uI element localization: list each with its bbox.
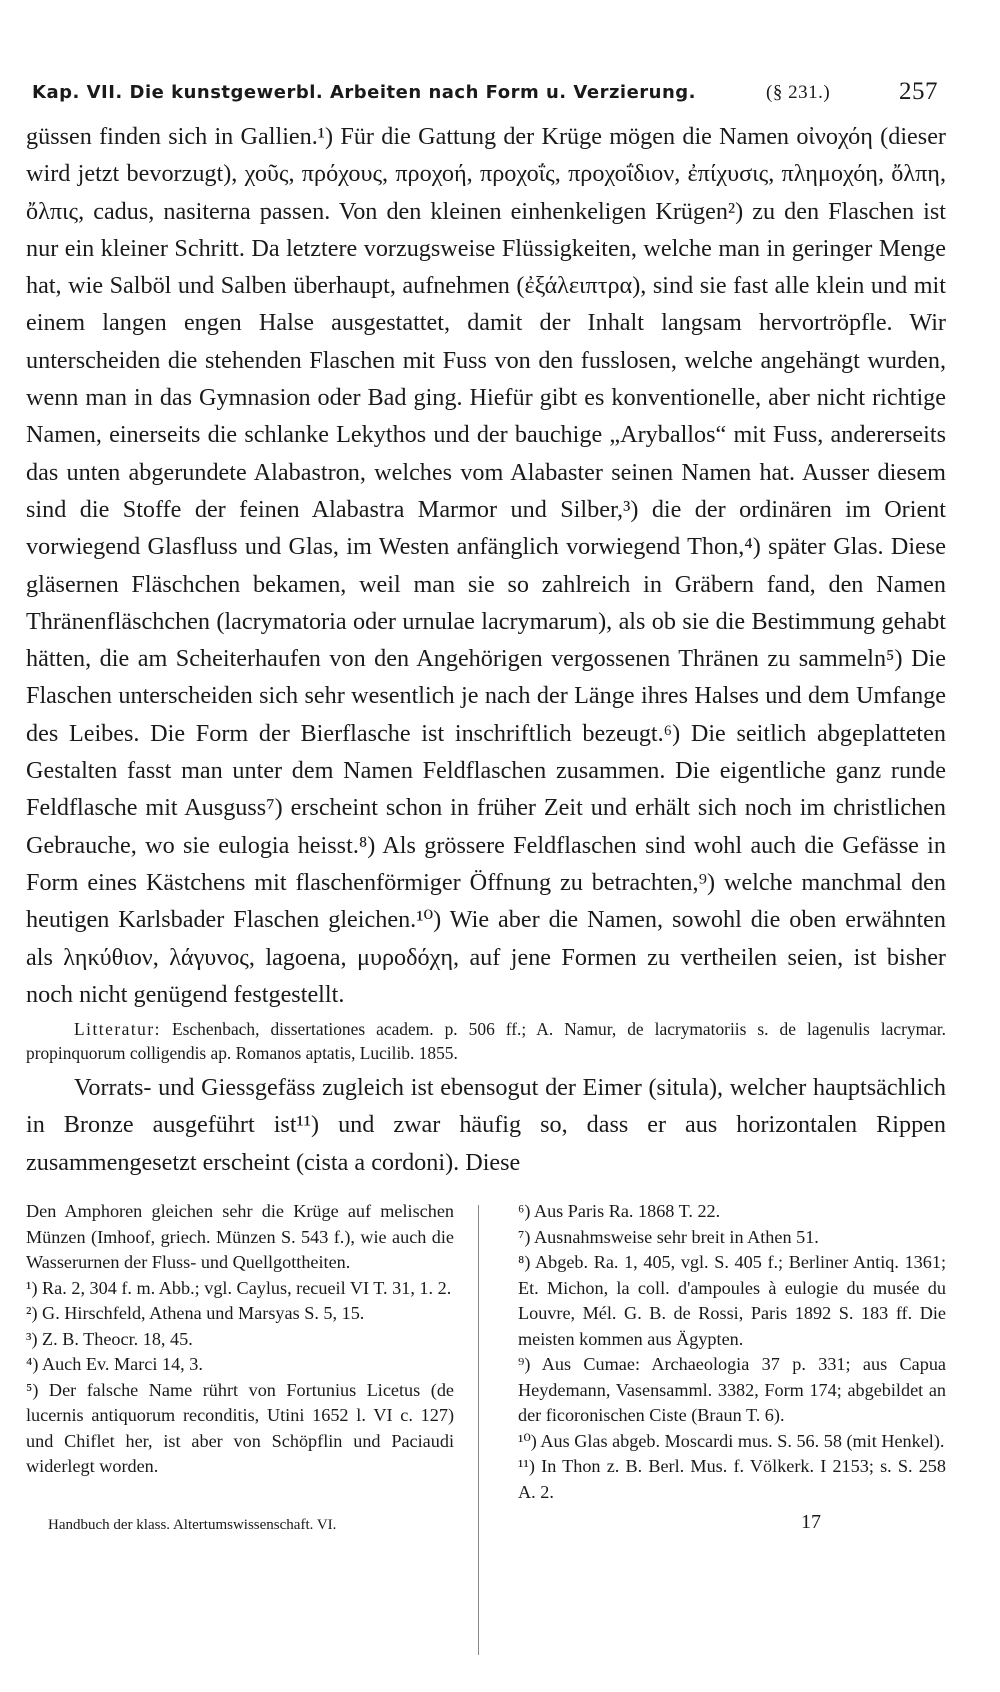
chapter-title: Kap. VII. Die kunstgewerbl. Arbeiten nach Form u. Verzierung.: [32, 82, 697, 103]
footnote: ²) G. Hirschfeld, Athena und Marsyas S. 5, 15.: [26, 1303, 365, 1324]
footnotes: [26, 1199, 946, 1505]
book-title: Handbuch der klass. Altertumswissenschaft. VI.: [48, 1517, 337, 1534]
footnote: Den Amphoren gleichen sehr die Krüge auf melischen Münzen (Imhoof, griech. Münzen S. 543 f.), wie auch die Wasserurnen der Fluss- und Quellgottheiten.: [26, 1201, 454, 1273]
running-header: [26, 74, 946, 118]
footnote: ¹⁰) Aus Glas abgeb. Moscardi mus. S. 56. 58 (mit Henkel).: [518, 1430, 945, 1451]
literature-label: Litteratur:: [74, 1019, 161, 1040]
second-paragraph: Vorrats- und Giessgefäss zugleich ist ebensogut der Eimer (situla), welcher hauptsächlich in Bronze ausgeführt ist¹¹) und zwar häufig so, dass er aus horizontalen Rippen zusammengesetzt erscheint (cista a cordoni). Diese: [26, 1074, 946, 1176]
page-number: 257: [899, 78, 938, 105]
section-number: (§ 231.): [766, 82, 831, 103]
footnote: ³) Z. B. Theocr. 18, 45.: [26, 1328, 193, 1349]
footnotes-right-column: [502, 1199, 946, 1505]
column-divider: [478, 1205, 479, 1655]
signature-mark: 17: [801, 1511, 821, 1534]
literature-text: Eschenbach, dissertationes academ. p. 506 ff.; A. Namur, de lacrymatoriis s. de lagenulis lacrymar. propinquorum colligendis ap. Romanos aptatis, Lucilib. 1855.: [26, 1019, 946, 1064]
footnote: ¹) Ra. 2, 304 f. m. Abb.; vgl. Caylus, recueil VI T. 31, 1. 2.: [26, 1277, 452, 1298]
footnote: ⁵) Der falsche Name rührt von Fortunius Licetus (de lucernis antiquorum reconditis, Utini 1652 l. VI c. 127) und Chiflet her, ist aber von Schöpflin und Paciaudi widerlegt worden.: [26, 1379, 454, 1477]
page-footer: [26, 1511, 946, 1541]
footnote: ¹¹) In Thon z. B. Berl. Mus. f. Völkerk. I 2153; s. S. 258 A. 2.: [518, 1456, 946, 1502]
footnote: ⁷) Ausnahmsweise sehr breit in Athen 51.: [518, 1226, 819, 1247]
literature-note: [26, 1017, 946, 1065]
footnote: ⁴) Auch Ev. Marci 14, 3.: [26, 1354, 203, 1375]
main-paragraph: güssen finden sich in Gallien.¹) Für die Gattung der Krüge mögen die Namen οἰνοχόη (dieser wird jetzt bevorzugt), χοῦς, πρόχους, προχοή, προχοΐς, προχοΐδιον, ἐπίχυσις, πλημοχόη, ὄλπη, ὄλπις, cadus, nasiterna passen. Von den kleinen einhenkeligen Krügen²) zu den Flaschen ist nur ein kleiner Schritt. Da letztere vorzugsweise Flüssigkeiten, welche man in geringer Menge hat, wie Salböl und Salben überhaupt, aufnehmen (ἐξάλειπτρα), sind sie fast alle klein und mit einem langen engen Halse ausgestattet, damit der Inhalt langsam hervortröpfle. Wir unterscheiden die stehenden Flaschen mit Fuss von den fusslosen, welche angehängt wurden, wenn man in das Gymnasion oder Bad ging. Hiefür gibt es konventionelle, aber nicht richtige Namen, einerseits die schlanke Lekythos und der bauchige „Aryballos“ mit Fuss, andererseits das unten abgerundete Alabastron, welches vom Alabaster seinen Namen hat. Ausser diesem sind die Stoffe der feinen Alabastra Marmor und Silber,³) die der ordinären im Orient vorwiegend Glasfluss und Glas, im Westen anfänglich vorwiegend Thon,⁴) später Glas. Diese gläsernen Fläschchen bekamen, weil man sie so zahlreich in Gräbern fand, den Namen Thränenfläschchen (lacrymatoria oder urnulae lacrymarum), als ob sie die Bestimmung gehabt hätten, die am Scheiterhaufen von den Angehörigen vergossenen Thränen zu sammeln⁵) Die Flaschen unterscheiden sich sehr wesentlich je nach der Länge ihres Halses und dem Umfange des Leibes. Die Form der Bierflasche ist inschriftlich bezeugt.⁶) Die seitlich abgeplatteten Gestalten fasst man unter dem Namen Feldflaschen zusammen. Die eigentliche ganz runde Feldflasche mit Ausguss⁷) erscheint schon in früher Zeit und erhält sich noch im christlichen Gebrauche, wo sie eulogia heisst.⁸) Als grössere Feldflaschen sind wohl auch die Gefässe in Form eines Kästchens mit flaschenförmiger Öffnung zu betrachten,⁹) welche manchmal den heutigen Karlsbader Flaschen gleichen.¹⁰) Wie aber die Namen, sowohl die oben erwähnten als ληκύθιον, λάγυνος, lagoena, μυροδόχη, auf jene Formen zu vertheilen seien, ist bisher noch nicht genügend festgestellt.: [26, 123, 946, 1008]
footnote: ⁶) Aus Paris Ra. 1868 T. 22.: [518, 1201, 721, 1222]
footnote: ⁸) Abgeb. Ra. 1, 405, vgl. S. 405 f.; Berliner Antiq. 1361; Et. Michon, la coll. d'ampoules à eulogie du musée du Louvre, Mél. G. B. de Rossi, Paris 1892 S. 183 ff. Die meisten kommen aus Ägypten.: [518, 1252, 946, 1349]
footnotes-left-column: [26, 1199, 454, 1505]
footnote: ⁹) Aus Cumae: Archaeologia 37 p. 331; aus Capua Heydemann, Vasensamml. 3382, Form 174; abgebildet an der ficoronischen Ciste (Braun T. 6).: [518, 1354, 946, 1426]
book-page: [26, 74, 946, 1541]
